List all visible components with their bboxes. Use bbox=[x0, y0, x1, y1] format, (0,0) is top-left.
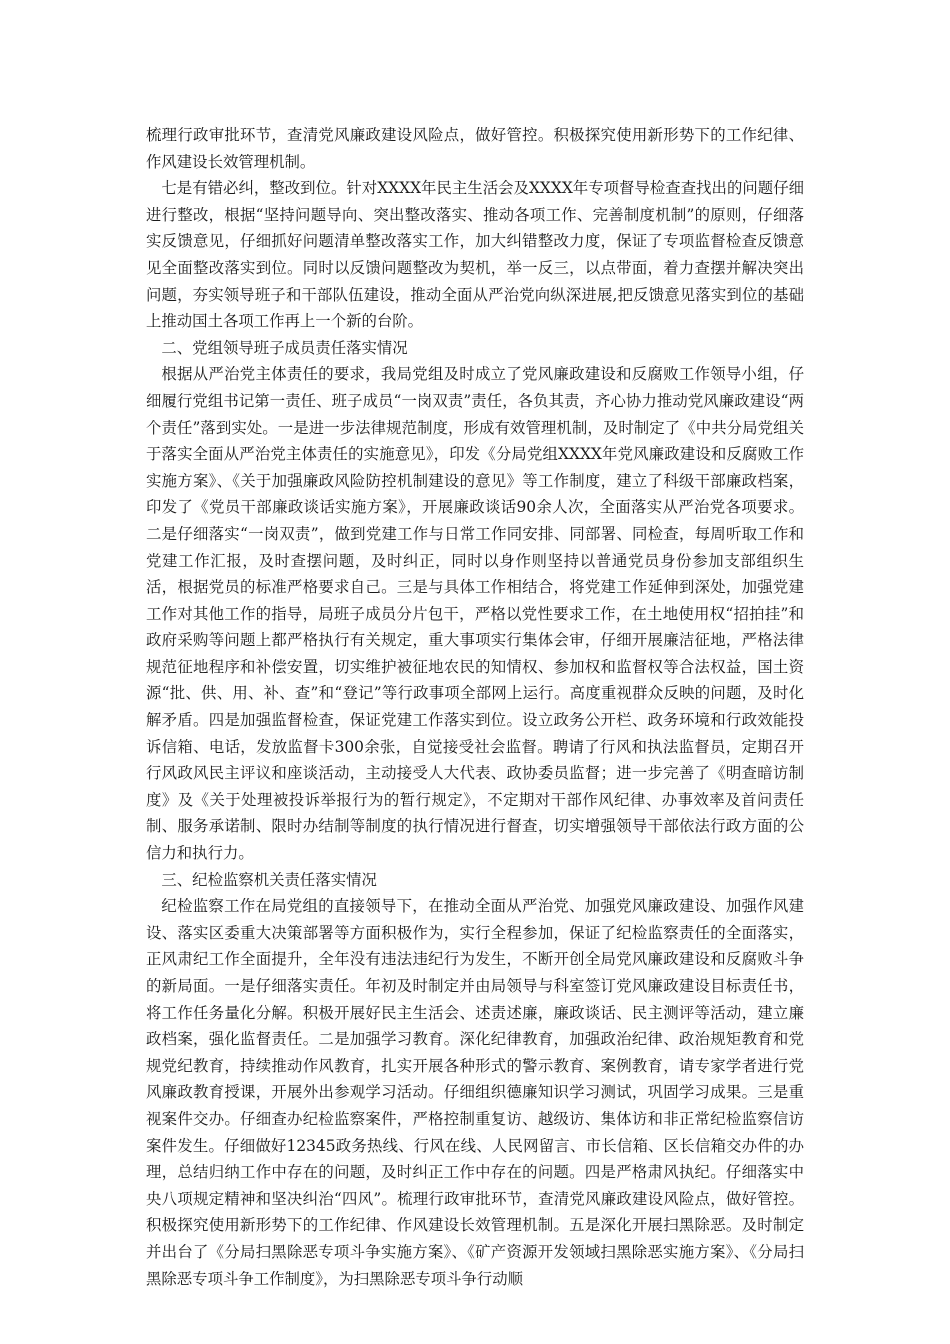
paragraph-continued: 梳理行政审批环节，查清党风廉政建设风险点，做好管控。积极探究使用新形势下的工作纪律、作风建设长效管理机制。 bbox=[146, 126, 804, 171]
paragraph-discipline: 纪检监察工作在局党组的直接领导下，在推动全面从严治党、加强党风廉政建设、加强作风建设、落实区委重大决策部署等方面积极作为，实行全程参加，保证了纪检监察责任的全面落实，正风肃纪工作全面提升，全年没有违法违纪行为发生，不断开创全局党风廉政建设和反腐败斗争的新局面。一是仔细落实责任。年初及时制定并由局领导与科室签订党风廉政建设目标责任书，将工作任务量化分解。积极开展好民主生活会、述责述廉，廉政谈话、民主测评等活动，建立廉政档案，强化监督责任。二是加强学习教育。深化纪律教育，加强政治纪律、政治规矩教育和党规党纪教育，持续推动作风教育，扎实开展各种形式的警示教育、案例教育，请专家学者进行党风廉政教育授课，开展外出参观学习活动。仔细组织德廉知识学习测试，巩固学习成果。三是重视案件交办。仔细查办纪检监察案件，严格控制重复访、越级访、集体访和非正常纪检监察信访案件发生。仔细做好12345政务热线、行风在线、人民网留言、市长信箱、区长信箱交办件的办理，总结归纳工作中存在的问题，及时纠正工作中存在的问题。四是严格肃风执纪。仔细落实中央八项规定精神和坚决纠治“四风”。梳理行政审批环节，查清党风廉政建设风险点，做好管控。积极探究使用新形势下的工作纪律、作风建设长效管理机制。五是深化开展扫黑除恶。及时制定并出台了《分局扫黑除恶专项斗争实施方案》、《矿产资源开发领域扫黑除恶实施方案》、《分局扫黑除恶专项斗争工作制度》，为扫黑除恶专项斗争行动顺 bbox=[146, 897, 804, 1288]
paragraph-leadership: 根据从严治党主体责任的要求，我局党组及时成立了党风廉政建设和反腐败工作领导小组，仔细履行党组书记第一责任、班子成员“一岗双责”责任，各负其责，齐心协力推动党风廉政建设“两个责任”落到实处。一是进一步法律规范制度，形成有效管理机制，及时制定了《中共分局党组关于落实全面从严治党主体责任的实施意见》，印发《分局党组XXXX年党风廉政建设和反腐败工作实施方案》、《关于加强廉政风险防控机制建设的意见》等工作制度，建立了科级干部廉政档案，印发了《党员干部廉政谈话实施方案》，开展廉政谈话90余人次，全面落实从严治党各项要求。二是仔细落实“一岗双责”，做到党建工作与日常工作同安排、同部署、同检查，每周听取工作和党建工作汇报，及时查摆问题，及时纠正，同时以身作则坚持以普通党员身份参加支部组织生活，根据党员的标准严格要求自己。三是与具体工作相结合，将党建工作延伸到深处，加强党建工作对其他工作的指导，局班子成员分片包干，严格以党性要求工作，在土地使用权“招拍挂”和政府采购等问题上都严格执行有关规定，重大事项实行集体会审，仔细开展廉洁征地，严格法律规范征地程序和补偿安置，切实维护被征地农民的知情权、参加权和监督权等合法权益，国土资源“批、供、用、补、查”和“登记”等行政事项全部网上运行。高度重视群众反映的问题，及时化解矛盾。四是加强监督检查，保证党建工作落实到位。设立政务公开栏、政务环境和行政效能投诉信箱、电话，发放监督卡300余张，自觉接受社会监督。聘请了行风和执法监督员，定期召开行风政风民主评议和座谈活动，主动接受人大代表、政协委员监督；进一步完善了《明查暗访制度》及《关于处理被投诉举报行为的暂行规定》，不定期对干部作风纪律、办事效率及首问责任制、服务承诺制、限时办结制等制度的执行情况进行督查，切实增强领导干部依法行政方面的公信力和执行力。 bbox=[146, 365, 804, 863]
section-heading-discipline: 三、纪检监察机关责任落实情况 bbox=[161, 870, 377, 889]
section-heading-leadership: 二、党组领导班子成员责任落实情况 bbox=[161, 338, 408, 357]
document-body bbox=[146, 122, 804, 1292]
paragraph-rectification: 七是有错必纠，整改到位。针对XXXX年民主生活会及XXXX年专项督导检查查找出的问题仔细进行整改，根据“坚持问题导向、突出整改落实、推动各项工作、完善制度机制”的原则，仔细落实反馈意见，仔细抓好问题清单整改落实工作，加大纠错整改力度，保证了专项监督检查反馈意见全面整改落实到位。同时以反馈问题整改为契机，举一反三，以点带面，着力查摆并解决突出问题，夯实领导班子和干部队伍建设，推动全面从严治党向纵深进展,把反馈意见落实到位的基础上推动国土各项工作再上一个新的台阶。 bbox=[146, 179, 804, 331]
